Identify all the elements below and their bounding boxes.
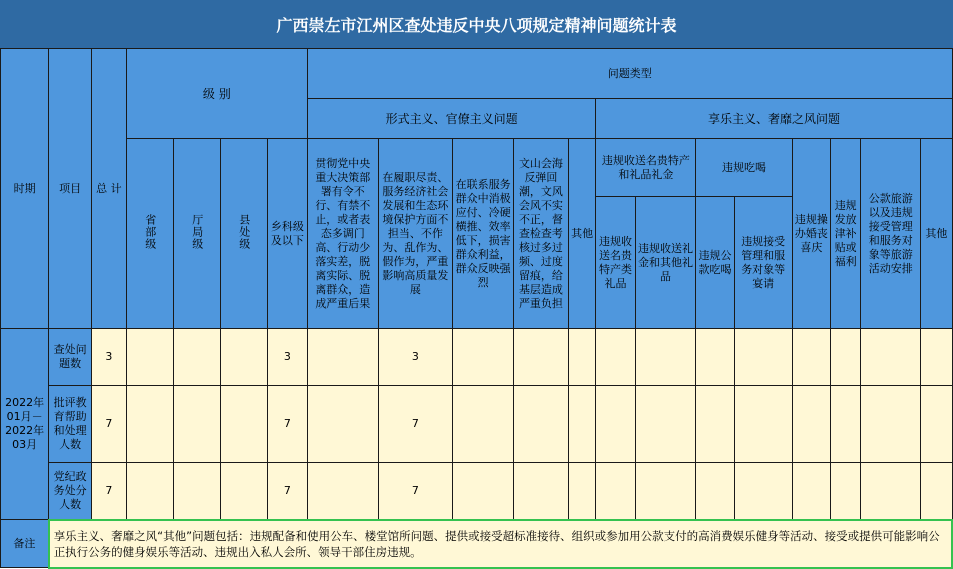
level-township: 乡科级及以下 [267,139,307,329]
row-township: 3 [267,329,307,386]
hedonism-col-other: 其他 [921,139,952,329]
row-item: 批评教育帮助和处理人数 [49,386,92,463]
formalism-header: 形式主义、官僚主义问题 [307,99,596,139]
row-township: 7 [267,386,307,463]
level-county: 县处级 [220,139,267,329]
hedonism-col-wedding: 违规操办婚丧喜庆 [792,139,830,329]
hedonism-col-subsidy: 违规发放津补贴或福利 [831,139,861,329]
dining-col-public: 违规公款吃喝 [696,197,734,329]
total-header: 总 计 [92,49,127,329]
row-total: 7 [92,463,127,520]
formalism-col-1: 贯彻党中央重大决策部署有令不行、有禁不止，或者表态多调门高、行动少落实差，脱离实际、脱离群众，造成严重后果 [307,139,378,329]
level-province: 省部级 [126,139,173,329]
statistics-table [0,48,953,569]
period-value: 2022年01月－2022年03月 [1,329,49,520]
row-total: 3 [92,329,127,386]
hedonism-col-travel: 公款旅游以及违规接受管理和服务对象等旅游活动安排 [861,139,921,329]
level-header: 级 别 [126,49,307,139]
remarks-label: 备注 [1,520,49,568]
row-formalism-2: 7 [378,386,452,463]
dining-col-banquet: 违规接受管理和服务对象等宴请 [734,197,792,329]
problem-type-header: 问题类型 [307,49,952,99]
row-formalism-2: 3 [378,329,452,386]
row-total: 7 [92,386,127,463]
formalism-col-2: 在履职尽责、服务经济社会发展和生态环境保护方面不担当、不作为、乱作为、假作为，严重影响高质量发展 [378,139,452,329]
formalism-col-4: 文山会海反弹回潮，文风会风不实不正，督查检查考核过多过频、过度留痕，给基层造成严重负担 [514,139,569,329]
row-item: 查处问题数 [49,329,92,386]
row-formalism-2: 7 [378,463,452,520]
formalism-col-3: 在联系服务群众中消极应付、冷硬横推、效率低下，损害群众利益，群众反映强烈 [453,139,514,329]
dining-group-header: 违规吃喝 [696,139,792,197]
period-header: 时期 [1,49,49,329]
gift-col-specialty: 违规收送名贵特产类礼品 [596,197,635,329]
gift-group-header: 违规收送名贵特产和礼品礼金 [596,139,696,197]
row-item: 党纪政务处分人数 [49,463,92,520]
table-title: 广西崇左市江州区查处违反中央八项规定精神问题统计表 [0,0,953,48]
row-township: 7 [267,463,307,520]
remarks-text: 享乐主义、奢靡之风“其他”问题包括：违规配备和使用公车、楼堂馆所问题、提供或接受超标准接待、组织或参加用公款支付的高消费娱乐健身等活动、接受或提供可能影响公正执行公务的健身娱乐等活动、违规出入私人会所、领导干部住房违规。 [49,520,952,568]
formalism-col-other: 其他 [568,139,596,329]
level-bureau: 厅局级 [173,139,220,329]
gift-col-cash: 违规收送礼金和其他礼品 [635,197,696,329]
hedonism-header: 享乐主义、奢靡之风问题 [596,99,952,139]
item-header: 项目 [49,49,92,329]
